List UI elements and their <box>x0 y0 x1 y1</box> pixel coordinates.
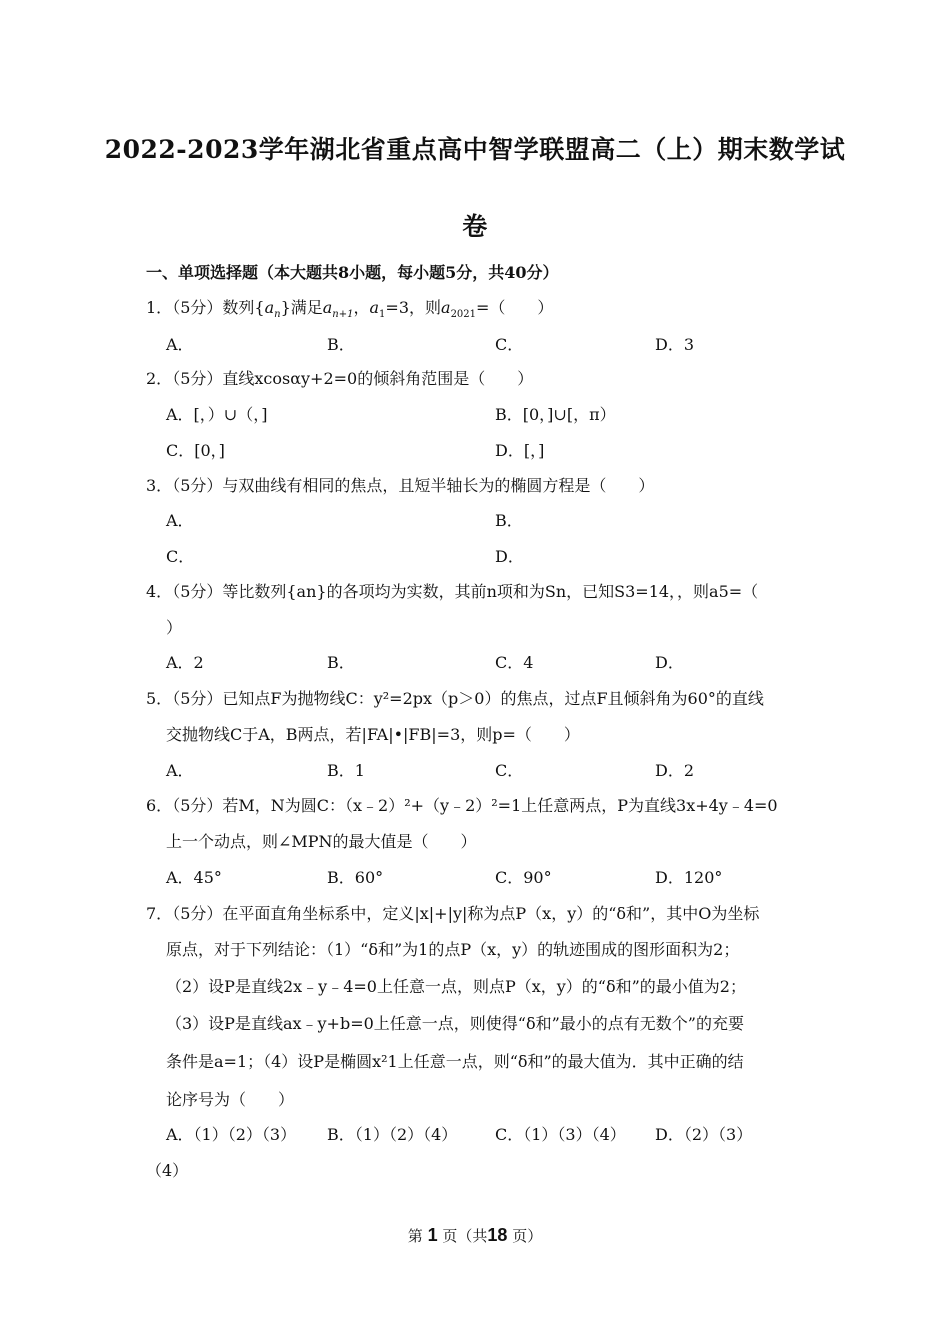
q5-option-c: C． <box>495 761 524 780</box>
q7-option-b: B．（1）（2）（4） <box>327 1125 458 1144</box>
question-7-line-3: （2）设P是直线2x﹣y﹣4=0上任意一点，则点P（x，y）的“δ和”的最小值为2； <box>166 977 746 996</box>
question-6: 6．（5分）若M，N为圆C：（x﹣2）²+（y﹣2）²=1上任意两点，P为直线3x+4y﹣4=0 <box>146 796 778 815</box>
question-7-line-2: 原点，对于下列结论：（1）“δ和”为1的点P（x，y）的轨迹围成的图形面积为2； <box>166 940 740 959</box>
page-total: 18 <box>487 1225 508 1245</box>
section-heading: 一、单项选择题（本大题共8小题，每小题5分，共40分） <box>146 263 559 282</box>
q4-option-a: A．2 <box>166 653 204 672</box>
q5-option-b: B．1 <box>327 761 365 780</box>
question-5-continued: 交抛物线C于A，B两点，若|FA|•|FB|=3，则p=（ ） <box>166 725 580 744</box>
q3-option-d: D． <box>495 547 524 566</box>
q3-option-c: C． <box>166 547 195 566</box>
question-6-continued: 上一个动点，则∠MPN的最大值是（ ） <box>166 832 477 851</box>
q2-option-b: B．[0，]∪[，π） <box>495 405 616 424</box>
page-footer: 第 1 页（共18 页） <box>407 1225 543 1245</box>
q7-option-c: C．（1）（3）（4） <box>495 1125 626 1144</box>
q1-option-b: B． <box>327 335 355 354</box>
q6-option-d: D．120° <box>655 868 723 887</box>
q4-option-b: B． <box>327 653 355 672</box>
question-3: 3．（5分）与双曲线有相同的焦点，且短半轴长为的椭圆方程是（ ） <box>146 476 655 495</box>
q5-option-a: A． <box>166 761 194 780</box>
question-1: 1．（5分）数列$\{a_n\}$满足$a_{n+1}$，$a_1=3$，则$a_{2021}=$（ ） <box>146 298 554 321</box>
q4-option-c: C．4 <box>495 653 534 672</box>
q6-option-c: C．90° <box>495 868 552 887</box>
q7-option-d-continued: （4） <box>146 1161 189 1180</box>
q2-option-d: D．[，] <box>495 441 545 460</box>
q2-option-a: A．[，）∪（，] <box>166 405 268 424</box>
q1-option-a: A． <box>166 335 194 354</box>
q3-option-b: B． <box>495 511 523 530</box>
question-7-line-4: （3）设P是直线ax﹣y+b=0上任意一点，则使得“δ和”最小的点有无数个”的充要 <box>166 1014 744 1033</box>
q5-option-d: D．2 <box>655 761 695 780</box>
question-4: 4．（5分）等比数列{an}的各项均为实数，其前n项和为Sn，已知S3=14，，则a5=（ <box>146 582 759 601</box>
question-7-line-5: 条件是a=1；（4）设P是椭圆x²1上任意一点，则“δ和”的最大值为．其中正确的结 <box>166 1052 744 1071</box>
q7-option-a: A．（1）（2）（3） <box>166 1125 297 1144</box>
question-7-line-6: 论序号为（ ） <box>166 1090 295 1109</box>
q7-option-d: D．（2）（3） <box>655 1125 753 1144</box>
q4-option-d: D． <box>655 653 684 672</box>
q1-option-d: D．3 <box>655 335 695 354</box>
page-title: 2022-2023学年湖北省重点高中智学联盟高二（上）期末数学试 <box>104 135 846 164</box>
q3-option-a: A． <box>166 511 194 530</box>
page-number: 1 <box>427 1225 438 1245</box>
question-2: 2．（5分）直线xcosαy+2=0的倾斜角范围是（ ） <box>146 369 534 388</box>
page-title-continued: 卷 <box>462 212 488 241</box>
q1-option-c: C． <box>495 335 524 354</box>
q6-option-b: B．60° <box>327 868 384 887</box>
question-7: 7．（5分）在平面直角坐标系中，定义|x|+|y|称为点P（x，y）的“δ和”，其中O为坐标 <box>146 904 760 923</box>
question-5: 5．（5分）已知点F为抛物线C：y²=2px（p＞0）的焦点，过点F且倾斜角为60°的直线 <box>146 689 764 708</box>
q2-option-c: C．[0，] <box>166 441 225 460</box>
q6-option-a: A．45° <box>166 868 222 887</box>
question-4-continued: ） <box>166 618 183 637</box>
